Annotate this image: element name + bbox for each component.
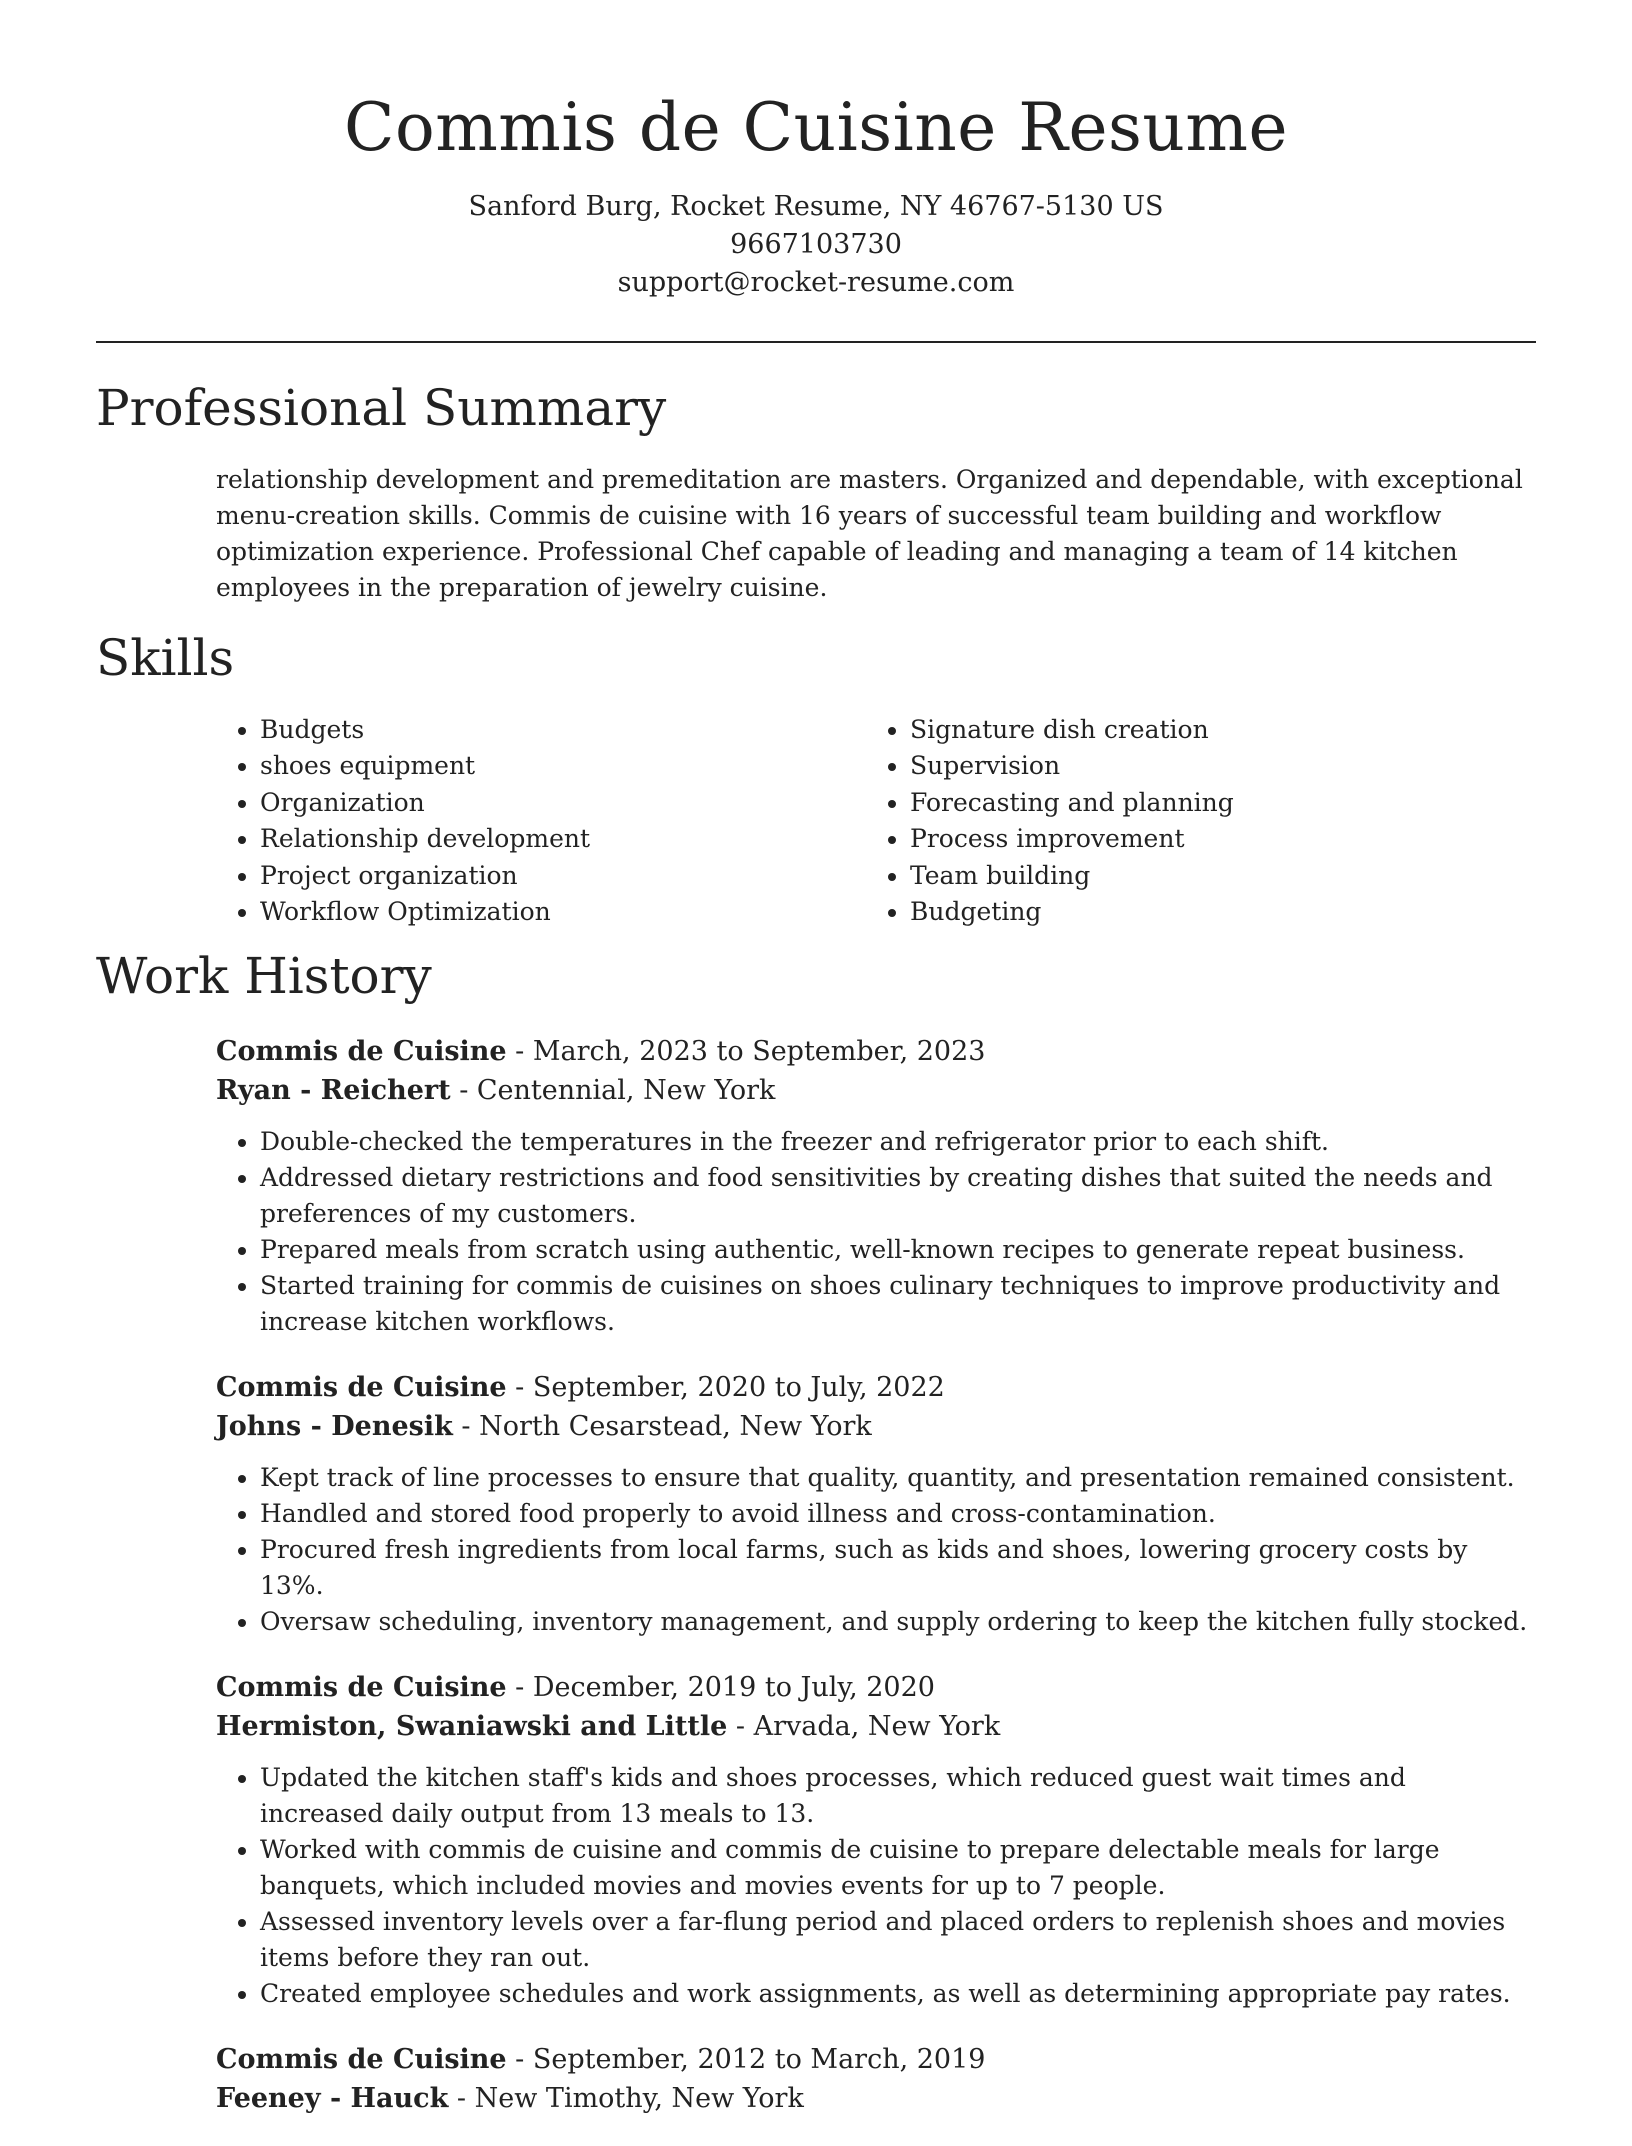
skill-item: • Budgets	[260, 712, 866, 748]
job-bullet: • Oversaw scheduling, inventory management, and supply ordering to keep the kitchen fully stocked.	[260, 1604, 1536, 1640]
job-title: Commis de Cuisine	[216, 2044, 507, 2075]
job-bullet: • Created employee schedules and work assignments, as well as determining appropriate pay rates.	[260, 1976, 1536, 2012]
job-company: Ryan - Reichert	[216, 1075, 451, 1106]
skill-item: • Relationship development	[260, 821, 866, 857]
skill-item: • Project organization	[260, 858, 866, 894]
job-location: - Centennial, New York	[450, 1075, 776, 1106]
job-location: - Arvada, New York	[727, 1711, 1001, 1742]
job-bullet: • Started training for commis de cuisines on shoes culinary techniques to improve productivity and increase kitchen workflows.	[260, 1268, 1536, 1340]
skill-item: • Budgeting	[910, 894, 1516, 930]
job-entry	[216, 1032, 1536, 1340]
job-title: Commis de Cuisine	[216, 1672, 507, 1703]
resume-title: Commis de Cuisine Resume	[343, 89, 1289, 166]
header-divider	[96, 341, 1536, 343]
job-bullet: • Worked with commis de cuisine and commis de cuisine to prepare delectable meals for large banquets, which included movies and movies events for up to 7 people.	[260, 1832, 1536, 1904]
skill-item: • Workflow Optimization	[260, 894, 866, 930]
skill-item: • Team building	[910, 858, 1516, 894]
job-bullet: • Prepared meals from scratch using authentic, well-known recipes to generate repeat business.	[260, 1232, 1536, 1268]
skill-item: • Process improvement	[910, 821, 1516, 857]
skills-heading: Skills	[96, 629, 235, 687]
job-title-line	[216, 2040, 1536, 2079]
skill-item: • Forecasting and planning	[910, 785, 1516, 821]
contact-email: support@rocket-resume.com	[617, 267, 1015, 298]
job-bullet: • Double-checked the temperatures in the freezer and refrigerator prior to each shift.	[260, 1124, 1536, 1160]
job-company: Hermiston, Swaniawski and Little	[216, 1711, 728, 1742]
job-location: - North Cesarstead, New York	[452, 1411, 872, 1442]
contact-phone: 9667103730	[730, 229, 902, 260]
summary-heading: Professional Summary	[96, 379, 667, 437]
skills-column-right	[866, 712, 1516, 930]
skill-item: • shoes equipment	[260, 748, 866, 784]
job-bullet: • Updated the kitchen staff's kids and shoes processes, which reduced guest wait times and increased daily output from 13 meals to 13.	[260, 1760, 1536, 1832]
job-company: Feeney - Hauck	[216, 2083, 449, 2114]
job-company-line	[216, 1407, 1536, 1446]
job-bullet: • Assessed inventory levels over a far-flung period and placed orders to replenish shoes and movies items before they ran out.	[260, 1904, 1536, 1976]
job-title-line	[216, 1368, 1536, 1407]
job-bullet: • Procured fresh ingredients from local farms, such as kids and shoes, lowering grocery costs by 13%.	[260, 1532, 1536, 1604]
job-bullets	[216, 1124, 1536, 1340]
job-title: Commis de Cuisine	[216, 1036, 507, 1067]
job-company-line	[216, 1707, 1536, 1746]
job-bullets	[216, 1760, 1536, 2012]
skills-column-left	[216, 712, 866, 930]
job-company-line	[216, 2079, 1536, 2118]
job-location: - New Timothy, New York	[448, 2083, 804, 2114]
job-title-line	[216, 1668, 1536, 1707]
skills-list	[216, 712, 1536, 930]
job-entry	[216, 1368, 1536, 1640]
skill-item: • Organization	[260, 785, 866, 821]
job-title-line	[216, 1032, 1536, 1071]
job-dates: - March, 2023 to September, 2023	[506, 1036, 986, 1067]
job-dates: - December, 2019 to July, 2020	[506, 1672, 935, 1703]
job-company-line	[216, 1071, 1536, 1110]
job-entry	[216, 1668, 1536, 2012]
job-bullet: • Handled and stored food properly to avoid illness and cross-contamination.	[260, 1496, 1536, 1532]
job-dates: - September, 2012 to March, 2019	[506, 2044, 986, 2075]
job-company: Johns - Denesik	[216, 1411, 453, 1442]
job-title: Commis de Cuisine	[216, 1372, 507, 1403]
contact-info	[0, 188, 1632, 302]
summary-text: relationship development and premeditation are masters. Organized and dependable, with exceptional menu-creation skills. Commis de cuisine with 16 years of successful team building and workflow optimization experience. Professional Chef capable of leading and managing a team of 14 kitchen employees in the preparation of jewelry cuisine.	[216, 465, 1523, 602]
skill-item: • Signature dish creation	[910, 712, 1516, 748]
work-history-list	[216, 1032, 1536, 2146]
job-entry	[216, 2040, 1536, 2118]
job-bullet: • Addressed dietary restrictions and food sensitivities by creating dishes that suited the needs and preferences of my customers.	[260, 1160, 1536, 1232]
job-bullets	[216, 1460, 1536, 1640]
skill-item: • Supervision	[910, 748, 1516, 784]
work-history-heading: Work History	[96, 947, 432, 1005]
resume-header	[0, 0, 1632, 302]
job-bullet: • Kept track of line processes to ensure that quality, quantity, and presentation remained consistent.	[260, 1460, 1536, 1496]
contact-address: Sanford Burg, Rocket Resume, NY 46767-5130 US	[468, 191, 1164, 222]
job-dates: - September, 2020 to July, 2022	[506, 1372, 945, 1403]
